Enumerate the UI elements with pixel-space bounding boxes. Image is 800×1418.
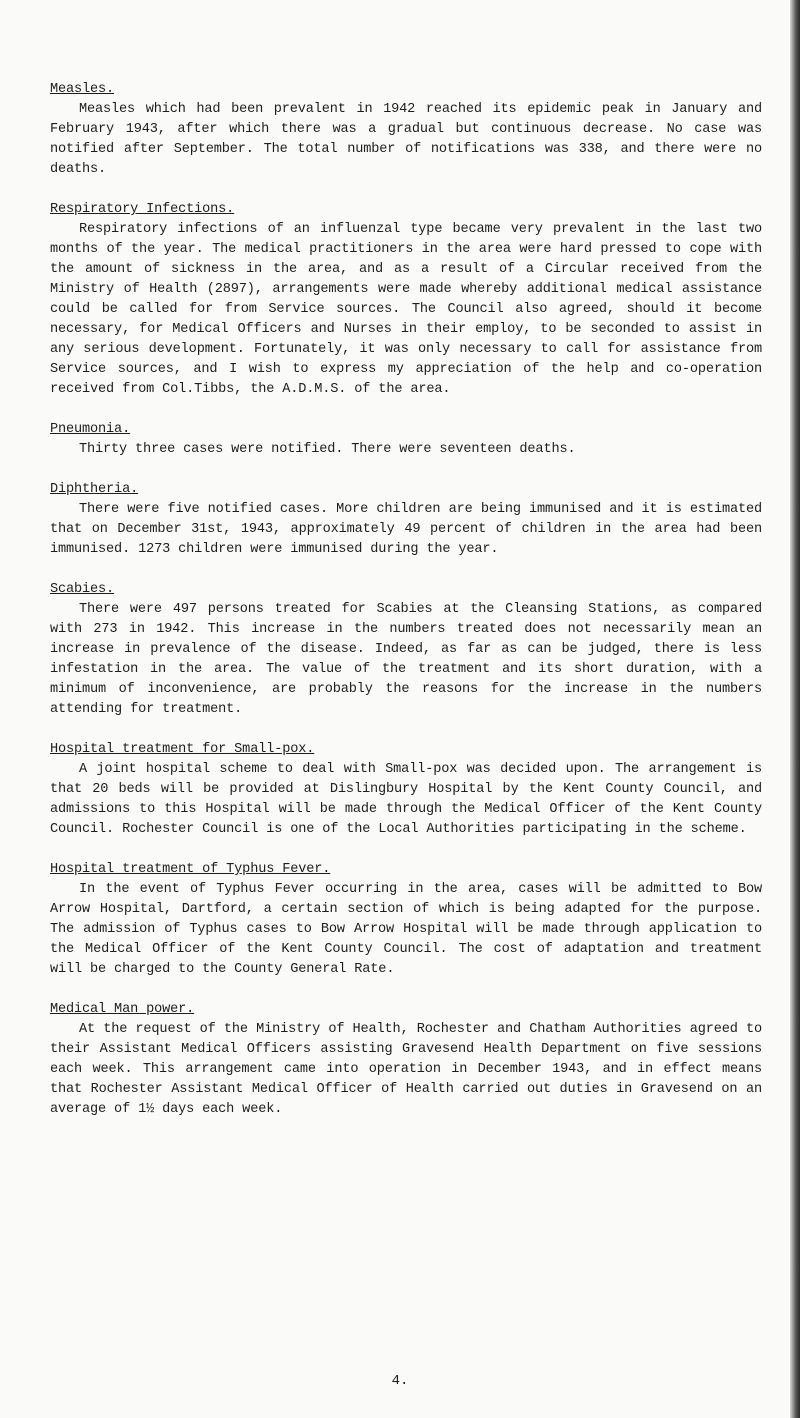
page-edge-shadow [790,0,800,1418]
section-heading: Scabies. [50,582,115,597]
section-heading: Medical Man power. [50,1002,195,1017]
section-paragraph: A joint hospital scheme to deal with Small-pox was decided upon. The arrangement is that 20 beds will be provided at Dislingbury Hospital by the Kent County Council, and admissions to this Hospital will be made through the Medical Officer of the Kent County Council. Rochester Council is one of the Local Authorities participating in the scheme. [50,762,762,837]
section-diphtheria [50,480,762,560]
section-paragraph: At the request of the Ministry of Health, Rochester and Chatham Authorities agreed to their Assistant Medical Officers assisting Gravesend Health Department on five sessions each week. This arrangement came into operation in December 1943, and in effect means that Rochester Assistant Medical Officer of Health carried out duties in Gravesend on an average of 1½ days each week. [50,1022,762,1117]
page-number: 4. [391,1373,409,1389]
section-medical-man-power [50,1000,762,1120]
section-paragraph: In the event of Typhus Fever occurring in the area, cases will be admitted to Bow Arrow Hospital, Dartford, a certain section of which is being adapted for the purpose. The admission of Typhus cases to Bow Arrow Hospital will be made through application to the Medical Officer of the Kent County Council. The cost of adaptation and treatment will be charged to the County General Rate. [50,882,762,977]
section-paragraph: Thirty three cases were notified. There were seventeen deaths. [79,442,576,457]
section-small-pox [50,740,762,840]
section-paragraph: There were 497 persons treated for Scabies at the Cleansing Stations, as compared with 273 in 1942. This increase in the numbers treated does not necessarily mean an increase in prevalence of the disease. Indeed, as far as can be judged, there is less infestation in the area. The value of the treatment and its short duration, with a minimum of inconvenience, are probably the reasons for the increase in the numbers attending for treatment. [50,602,762,717]
section-typhus-fever [50,860,762,980]
section-heading: Respiratory Infections. [50,202,235,217]
report-body [50,80,762,1140]
section-heading: Hospital treatment for Small-pox. [50,742,315,757]
section-paragraph: Measles which had been prevalent in 1942 reached its epidemic peak in January and February 1943, after which there was a gradual but continuous decrease. No case was notified after September. The total number of notifications was 338, and there were no deaths. [50,102,762,177]
section-paragraph: Respiratory infections of an influenzal type became very prevalent in the last two months of the year. The medical practitioners in the area were hard pressed to cope with the amount of sickness in the area, and as a result of a Circular received from the Ministry of Health (2897), arrangements were made whereby additional medical assistance could be called for from Service sources. The Council also agreed, should it become necessary, for Medical Officers and Nurses in their employ, to be seconded to assist in any serious development. Fortunately, it was only necessary to call for assistance from Service sources, and I wish to express my appreciation of the help and co-operation received from Col.Tibbs, the A.D.M.S. of the area. [50,222,762,397]
section-pneumonia [50,420,762,460]
section-measles [50,80,762,180]
section-respiratory-infections [50,200,762,400]
section-paragraph: There were five notified cases. More children are being immunised and it is estimated that on December 31st, 1943, approximately 49 percent of children in the area had been immunised. 1273 children were immunised during the year. [50,502,762,557]
section-heading: Measles. [50,82,115,97]
section-heading: Hospital treatment of Typhus Fever. [50,862,331,877]
section-heading: Pneumonia. [50,422,131,437]
section-scabies [50,580,762,720]
section-heading: Diphtheria. [50,482,139,497]
